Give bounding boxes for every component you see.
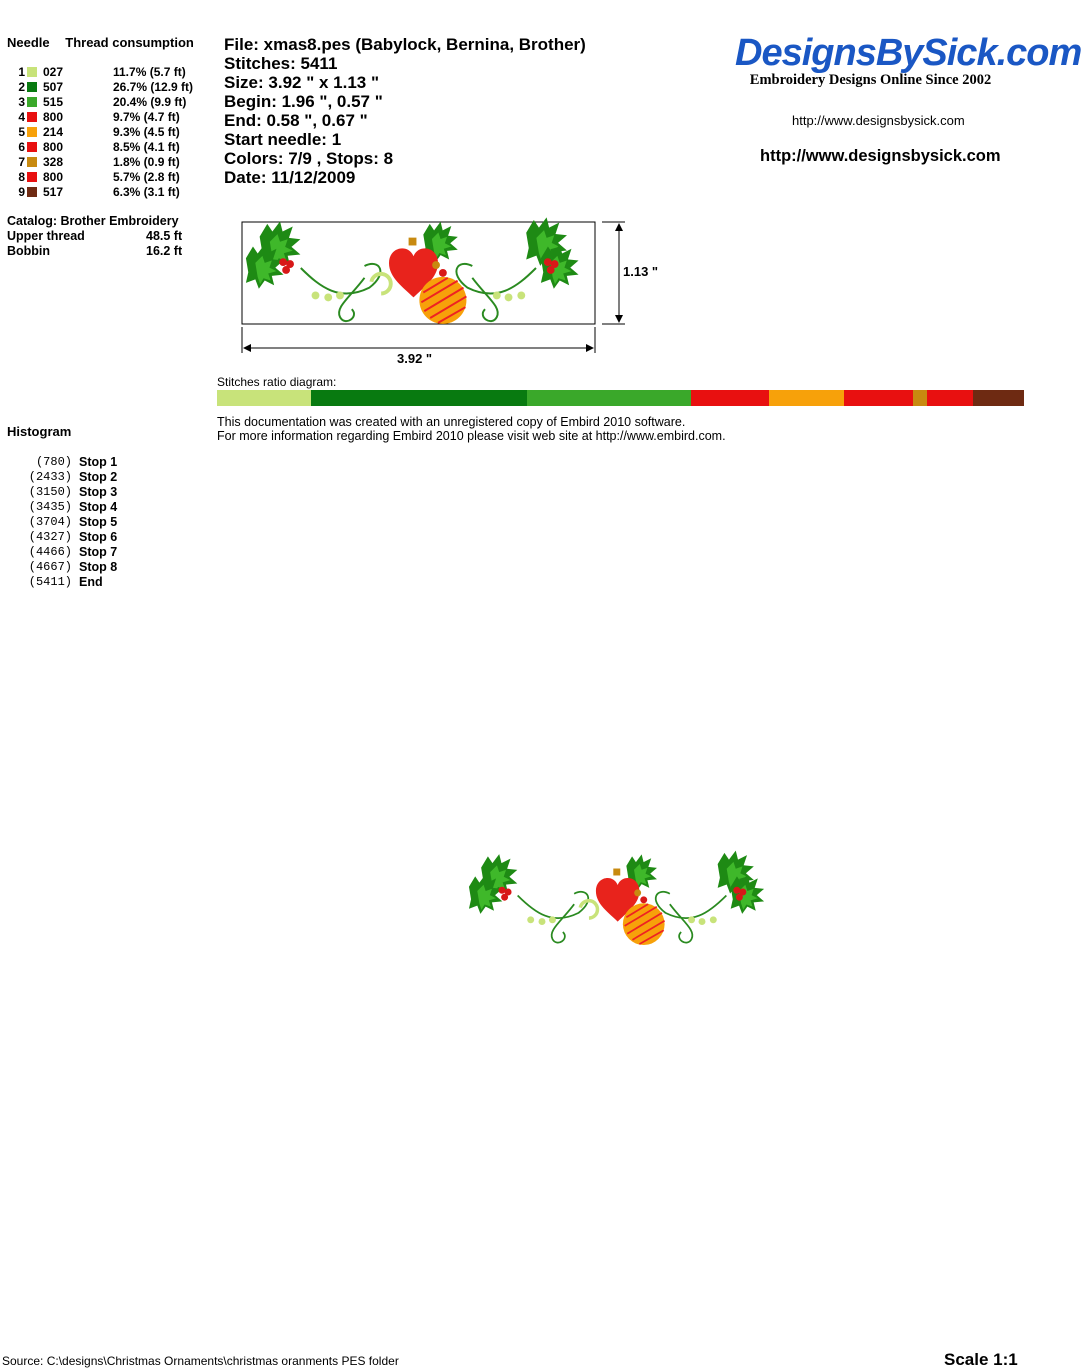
thread-color-swatch [27, 67, 37, 77]
thread-consumption: 5.7% (2.8 ft) [113, 170, 180, 184]
stop-label: Stop 3 [79, 485, 118, 499]
begin-point: Begin: 1.96 ", 0.57 " [224, 92, 383, 111]
thread-consumption: 9.3% (4.5 ft) [113, 125, 180, 139]
thread-color-swatch [27, 112, 37, 122]
ratio-segment [927, 390, 973, 406]
upper-thread-label: Upper thread [7, 229, 85, 243]
needle-table [7, 65, 217, 200]
thread-code: 507 [43, 80, 64, 94]
design-thumbnail [246, 217, 579, 323]
bobbin-row [7, 244, 217, 259]
source-path: Source: C:\designs\Christmas Ornaments\christmas oranments PES folder [2, 1354, 399, 1368]
histogram-row [20, 485, 170, 500]
needle-number: 7 [18, 155, 25, 169]
stop-label: Stop 8 [79, 560, 118, 574]
thread-code: 800 [43, 110, 64, 124]
logo-text: DesignsBySick.com [735, 32, 1081, 74]
needle-number: 2 [18, 80, 25, 94]
needle-number: 9 [18, 185, 25, 199]
note-line-1: This documentation was created with an unregistered copy of Embird 2010 software. [217, 415, 686, 429]
website-url-small[interactable]: http://www.designsbysick.com [792, 113, 965, 128]
histogram-row [20, 545, 170, 560]
thread-code: 800 [43, 140, 64, 154]
needle-number: 1 [18, 65, 25, 79]
needle-row [7, 65, 217, 80]
upper-thread-row [7, 229, 217, 244]
thread-code: 214 [43, 125, 64, 139]
stop-label: Stop 4 [79, 500, 118, 514]
thread-code: 515 [43, 95, 64, 109]
stitch-count-at-stop: (3150) [28, 485, 72, 499]
thread-consumption: 8.5% (4.1 ft) [113, 140, 180, 154]
thread-consumption: 9.7% (4.7 ft) [113, 110, 180, 124]
histogram-row [20, 560, 170, 575]
design-preview-dimensioned [230, 215, 670, 375]
histogram-row [20, 500, 170, 515]
embird-note [217, 415, 726, 443]
ratio-segment [691, 390, 769, 406]
stop-label: Stop 6 [79, 530, 118, 544]
logo-tagline: Embroidery Designs Online Since 2002 [749, 72, 992, 88]
thread-code: 800 [43, 170, 64, 184]
ratio-segment [527, 390, 691, 406]
catalog-title: Catalog: Brother Embroidery [7, 214, 179, 228]
colors-stops: Colors: 7/9 , Stops: 8 [224, 149, 394, 168]
histogram-row [20, 470, 170, 485]
needle-number: 4 [18, 110, 25, 124]
needle-row [7, 110, 217, 125]
needle-number: 5 [18, 125, 25, 139]
design-size: Size: 3.92 " x 1.13 " [224, 73, 380, 92]
ratio-segment [769, 390, 844, 406]
needle-number: 8 [18, 170, 25, 184]
ratio-segment [311, 390, 526, 406]
stitch-count-at-stop: (2433) [28, 470, 72, 484]
needle-row [7, 140, 217, 155]
catalog-block [7, 214, 217, 259]
stitch-count-at-stop: (780) [35, 455, 72, 469]
thread-consumption: 20.4% (9.9 ft) [113, 95, 187, 109]
width-dimension-label: 3.92 " [397, 351, 433, 366]
ratio-diagram-label: Stitches ratio diagram: [217, 375, 337, 389]
bobbin-value: 16.2 ft [146, 244, 183, 258]
thread-consumption: 11.7% (5.7 ft) [113, 65, 186, 79]
start-needle: Start needle: 1 [224, 130, 342, 149]
stop-label: Stop 2 [79, 470, 118, 484]
needle-row [7, 170, 217, 185]
histogram-row [20, 515, 170, 530]
stitches-ratio-bar [217, 390, 1024, 406]
needle-number: 6 [18, 140, 25, 154]
ratio-segment [844, 390, 913, 406]
stop-label: Stop 5 [79, 515, 118, 529]
thread-consumption: 6.3% (3.1 ft) [113, 185, 180, 199]
design-date: Date: 11/12/2009 [224, 168, 356, 187]
stitch-count-at-stop: (3435) [28, 500, 72, 514]
thread-code: 328 [43, 155, 64, 169]
needle-table-header [7, 35, 194, 50]
file-name: File: xmas8.pes (Babylock, Bernina, Brother) [224, 35, 586, 54]
ratio-segment [973, 390, 1024, 406]
needle-row [7, 155, 217, 170]
thread-consumption: 1.8% (0.9 ft) [113, 155, 180, 169]
ratio-segment [217, 390, 311, 406]
height-dimension-label: 1.13 " [623, 264, 659, 279]
note-line-2: For more information regarding Embird 2010 please visit web site at http://www.embird.com. [217, 429, 726, 443]
needle-row [7, 95, 217, 110]
stitch-count-at-stop: (3704) [28, 515, 72, 529]
histogram-title: Histogram [7, 424, 72, 439]
thread-consumption: 26.7% (12.9 ft) [113, 80, 194, 94]
thread-color-swatch [27, 142, 37, 152]
website-url-large[interactable]: http://www.designsbysick.com [760, 147, 1001, 165]
bobbin-label: Bobbin [7, 244, 51, 258]
stop-label: Stop 1 [79, 455, 118, 469]
stitch-count-at-stop: (5411) [28, 575, 72, 589]
needle-header: Needle [7, 35, 50, 50]
scale-label: Scale 1:1 [944, 1350, 1018, 1369]
end-point: End: 0.58 ", 0.67 " [224, 111, 368, 130]
thread-code: 517 [43, 185, 64, 199]
needle-number: 3 [18, 95, 25, 109]
thread-color-swatch [27, 127, 37, 137]
thread-color-swatch [27, 97, 37, 107]
stitch-count-at-stop: (4327) [28, 530, 72, 544]
ratio-segment [913, 390, 928, 406]
thread-color-swatch [27, 157, 37, 167]
needle-row [7, 185, 217, 200]
stitch-count-at-stop: (4466) [28, 545, 72, 559]
stitch-count-at-stop: (4667) [28, 560, 72, 574]
histogram-list [20, 455, 170, 590]
thread-color-swatch [27, 187, 37, 197]
stop-label: Stop 7 [79, 545, 118, 559]
upper-thread-value: 48.5 ft [146, 229, 183, 243]
design-preview-actual-size [462, 852, 782, 952]
designsbysick-logo [735, 32, 1081, 89]
histogram-row [20, 530, 170, 545]
needle-row [7, 80, 217, 95]
histogram-row [20, 455, 170, 470]
stitch-count: Stitches: 5411 [224, 54, 338, 73]
needle-row [7, 125, 217, 140]
stop-label: End [79, 575, 103, 589]
thread-color-swatch [27, 172, 37, 182]
thread-code: 027 [43, 65, 64, 79]
thread-color-swatch [27, 82, 37, 92]
histogram-row [20, 575, 170, 590]
thread-consumption-header: Thread consumption [65, 35, 194, 50]
file-info [224, 35, 586, 187]
